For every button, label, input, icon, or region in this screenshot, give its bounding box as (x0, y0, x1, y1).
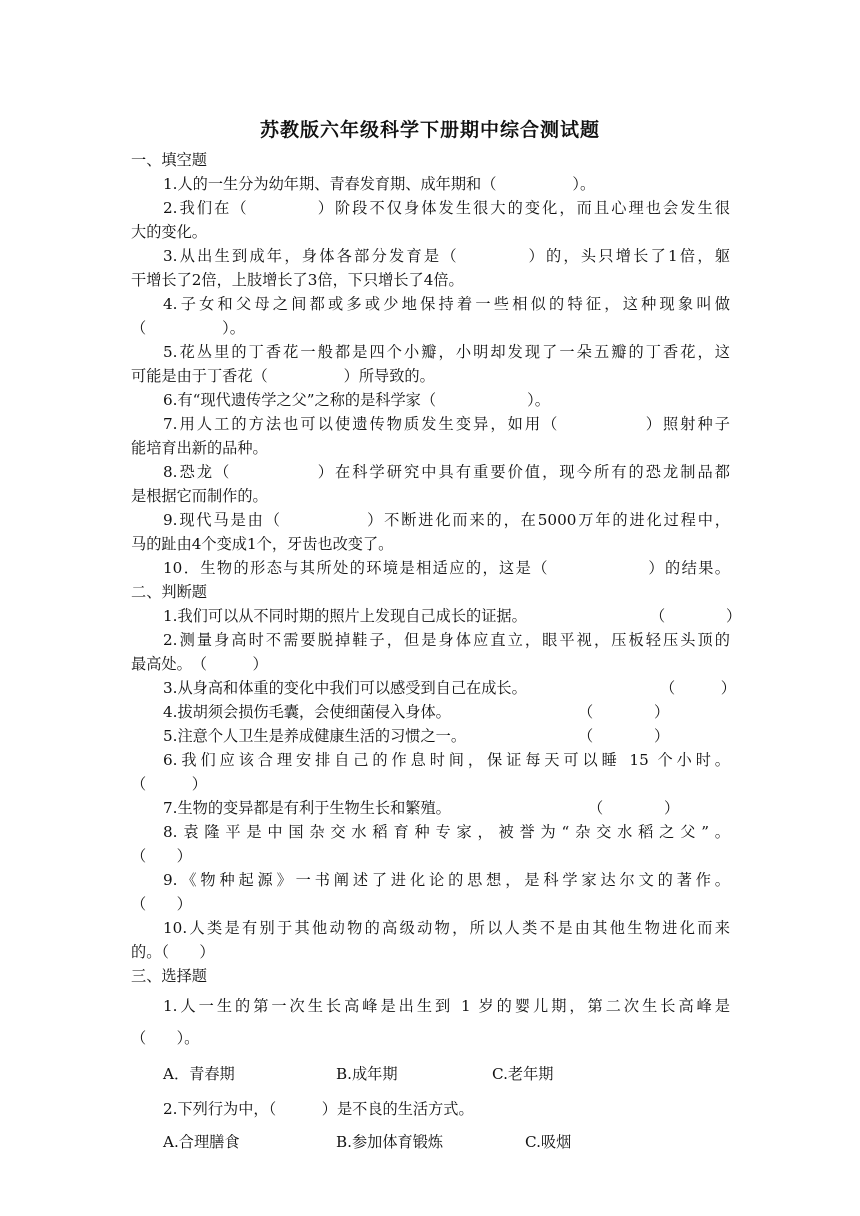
judge-question-10-cont: 的。（ ） (131, 943, 215, 961)
judge-question-7: 7.生物的变异都是有利于生物生长和繁殖。 (163, 799, 451, 817)
fill-question-2-cont: 大的变化。 (131, 223, 207, 241)
fill-question-8: 8.恐龙（ ）在科学研究中具有重要价值，现今所有的恐龙制品都 (163, 463, 730, 481)
judge-answer-7: （ ） (588, 799, 680, 817)
fill-question-3: 3.从出生到成年，身体各部分发育是（ ）的，头只增长了1倍，躯 (163, 247, 730, 265)
page-title: 苏教版六年级科学下册期中综合测试题 (259, 119, 600, 141)
judge-question-5: 5.注意个人卫生是养成健康生活的习惯之一。 (163, 727, 467, 745)
judge-answer-3: （ ） (660, 679, 736, 697)
judge-question-8: 8.袁隆平是中国杂交水稻育种专家，被誉为“杂交水稻之父”。 (163, 823, 730, 841)
choice-2-option-c: C.吸烟 (525, 1133, 572, 1151)
fill-question-5-cont: 可能是由于丁香花（ ）所导致的。 (131, 367, 435, 385)
judge-question-6: 6.我们应该合理安排自己的作息时间，保证每天可以睡 15 个小时。 (163, 751, 730, 769)
fill-question-9: 9.现代马是由（ ）不断进化而来的，在5000万年的进化过程中， (163, 511, 730, 529)
choice-1-option-c: C.老年期 (492, 1065, 554, 1083)
fill-question-9-cont: 马的趾由4个变成1个，牙齿也改变了。 (131, 535, 394, 553)
judge-question-3: 3.从身高和体重的变化中我们可以感受到自己在成长。 (163, 679, 527, 697)
judge-answer-4: （ ） (578, 703, 670, 721)
fill-question-6: 6.有“现代遗传学之父”之称的是科学家（ ）。 (163, 391, 550, 409)
judge-question-2-cont: 最高处。 （ ） (131, 655, 268, 673)
fill-question-10: 10．生物的形态与其所处的环境是相适应的，这是（ ）的结果。 (163, 559, 730, 577)
choice-1-option-b: B.成年期 (336, 1065, 398, 1083)
judge-question-10: 10.人类是有别于其他动物的高级动物，所以人类不是由其他生物进化而来 (163, 919, 730, 937)
choice-2-option-b: B.参加体育锻炼 (336, 1133, 444, 1151)
judge-question-2: 2.测量身高时不需要脱掉鞋子，但是身体应直立，眼平视，压板轻压头顶的 (163, 631, 730, 649)
section-heading-choice: 三、选择题 (131, 967, 207, 985)
judge-question-8-cont: （ ） (131, 847, 192, 865)
fill-question-5: 5.花丛里的丁香花一般都是四个小瓣，小明却发现了一朵五瓣的丁香花，这 (163, 343, 730, 361)
choice-question-1: 1.人一生的第一次生长高峰是出生到 1 岁的婴儿期，第二次生长高峰是 (163, 997, 730, 1015)
fill-question-4: 4.子女和父母之间都或多或少地保持着一些相似的特征，这种现象叫做 (163, 295, 730, 313)
judge-question-6-cont: （ ） (131, 775, 207, 793)
judge-answer-1: （ ） (650, 607, 742, 625)
fill-question-2: 2.我们在（ ）阶段不仅身体发生很大的变化，而且心理也会发生很 (163, 199, 730, 217)
judge-question-9: 9.《物种起源》一书阐述了进化论的思想，是科学家达尔文的著作。 (163, 871, 730, 889)
judge-answer-5: （ ） (578, 727, 670, 745)
judge-question-4: 4.拔胡须会损伤毛囊，会使细菌侵入身体。 (163, 703, 451, 721)
fill-question-8-cont: 是根据它而制作的。 (131, 487, 268, 505)
fill-question-4-cont: （ ）。 (131, 319, 245, 337)
fill-question-1: 1.人的一生分为幼年期、青春发育期、成年期和（ ）。 (163, 175, 596, 193)
judge-question-9-cont: （ ） (131, 895, 192, 913)
choice-1-option-a: A．青春期 (163, 1065, 235, 1083)
judge-question-1: 1.我们可以从不同时期的照片上发现自己成长的证据。 (163, 607, 527, 625)
section-heading-judge: 二、判断题 (131, 583, 207, 601)
choice-question-1-cont: （ ）。 (131, 1029, 200, 1047)
fill-question-7-cont: 能培育出新的品种。 (131, 439, 268, 457)
fill-question-3-cont: 干增长了2倍，上肢增长了3倍，下只增长了4倍。 (131, 271, 464, 289)
fill-question-7: 7.用人工的方法也可以使遗传物质发生变异，如用（ ）照射种子 (163, 415, 730, 433)
section-heading-fill: 一、填空题 (131, 151, 207, 169)
choice-2-option-a: A.合理膳食 (163, 1133, 240, 1151)
choice-question-2: 2.下列行为中，（ ）是不良的生活方式。 (163, 1100, 474, 1118)
